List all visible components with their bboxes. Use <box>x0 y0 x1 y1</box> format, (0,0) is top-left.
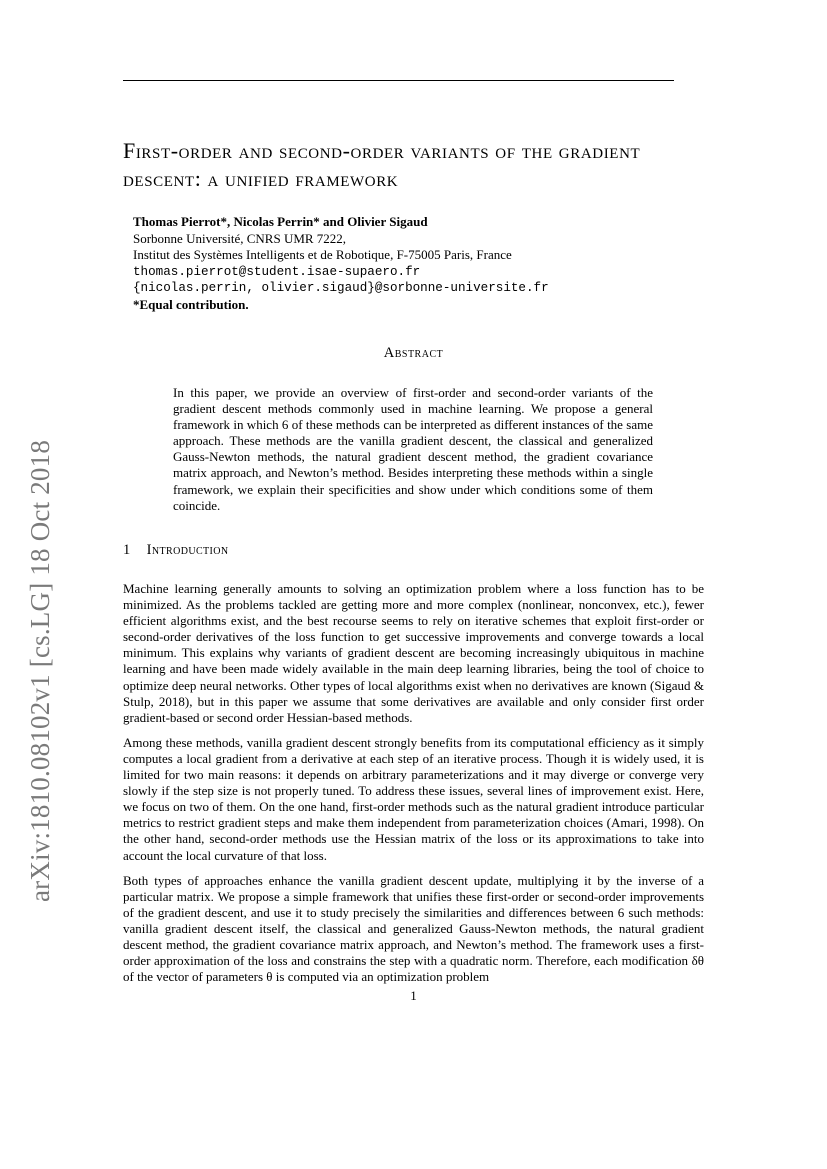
paragraph-3: Both types of approaches enhance the vanilla gradient descent update, multiplying it by the inverse of a particular matrix. We propose a simple framework that unifies these first-order or second-order improvements of the gradient descent, and use it to study precisely the similarities and differences between 6 such methods: vanilla gradient descent itself, the classical and generalized Gauss-Newton methods, the natural gradient descent method, the gradient covariance matrix approach, and Newton’s method. The framework uses a first-order approximation of the loss and constrains the step with a quadratic norm. Therefore, each modification δθ of the vector of parameters θ is computed via an optimization problem <box>123 872 704 985</box>
paragraph-2: Among these methods, vanilla gradient descent strongly benefits from its computational efficiency as it simply computes a local gradient from a derivative at each step of an iterative process. Though it is widely used, it is limited for two main reasons: it depends on arbitrary parameterizations and it may diverge or converge very slowly if the step size is not properly tuned. To address these issues, several lines of improvement exist. Here, we focus on two of them. On the one hand, first-order methods such as the natural gradient introduce particular metrics to restrict gradient steps and make them independent from parameterization choices (Amari, 1998). On the other hand, second-order methods use the Hessian matrix of the loss or its approximations to take into account the local curvature of that loss. <box>123 734 704 863</box>
author-names: Thomas Pierrot*, Nicolas Perrin* and Olivier Sigaud <box>133 214 428 229</box>
page-number: 1 <box>410 988 417 1003</box>
paper-title: First-order and second-order variants of the gradient descent: a unified framework <box>123 138 641 191</box>
abstract-text: In this paper, we provide an overview of first-order and second-order variants of the gradient descent methods commonly used in machine learning. We propose a general framework in which 6 of these methods can be interpreted as different instances of the same approach. These methods are the vanilla gradient descent, the classical and generalized Gauss-Newton methods, the natural gradient descent method, the gradient covariance matrix approach, and Newton’s method. Besides interpreting these methods within a single framework, we explain their specificities and show under which conditions some of them coincide. <box>173 385 653 513</box>
arxiv-identifier: arXiv:1810.08102v1 [cs.LG] 18 Oct 2018 <box>25 439 55 902</box>
section-number: 1 <box>123 542 131 558</box>
equal-contribution-note: *Equal contribution. <box>133 296 249 312</box>
introduction-body <box>123 581 704 994</box>
author-block <box>133 214 693 314</box>
section-heading-introduction <box>123 542 229 559</box>
email-line-1: thomas.pierrot@student.isae-supaero.fr <box>133 264 421 279</box>
affiliation-line-1: Sorbonne Université, CNRS UMR 7222, <box>133 230 347 246</box>
email-line-2: {nicolas.perrin, olivier.sigaud}@sorbonne-universite.fr <box>133 281 549 296</box>
abstract-heading: Abstract <box>383 345 444 361</box>
section-title: Introduction <box>146 542 229 558</box>
top-rule <box>123 80 674 81</box>
paragraph-1: Machine learning generally amounts to solving an optimization problem where a loss function has to be minimized. As the problems tackled are getting more and more complex (nonlinear, nonconvex, etc.), fewer efficient algorithms exist, and the best recourse seems to rely on iterative schemes that exploit first-order or second-order derivatives of the loss function to get successive improvements and converge towards a local minimum. This explains why variants of gradient descent are becoming increasingly ubiquitous in machine learning and have been made widely available in the main deep learning libraries, being the tool of choice to optimize deep neural networks. Other types of local algorithms exist when no derivatives are known (Sigaud & Stulp, 2018), but in this paper we assume that some derivatives are available and only consider first order gradient-based or second order Hessian-based methods. <box>123 581 704 725</box>
affiliation-line-2: Institut des Systèmes Intelligents et de Robotique, F-75005 Paris, France <box>133 247 512 263</box>
